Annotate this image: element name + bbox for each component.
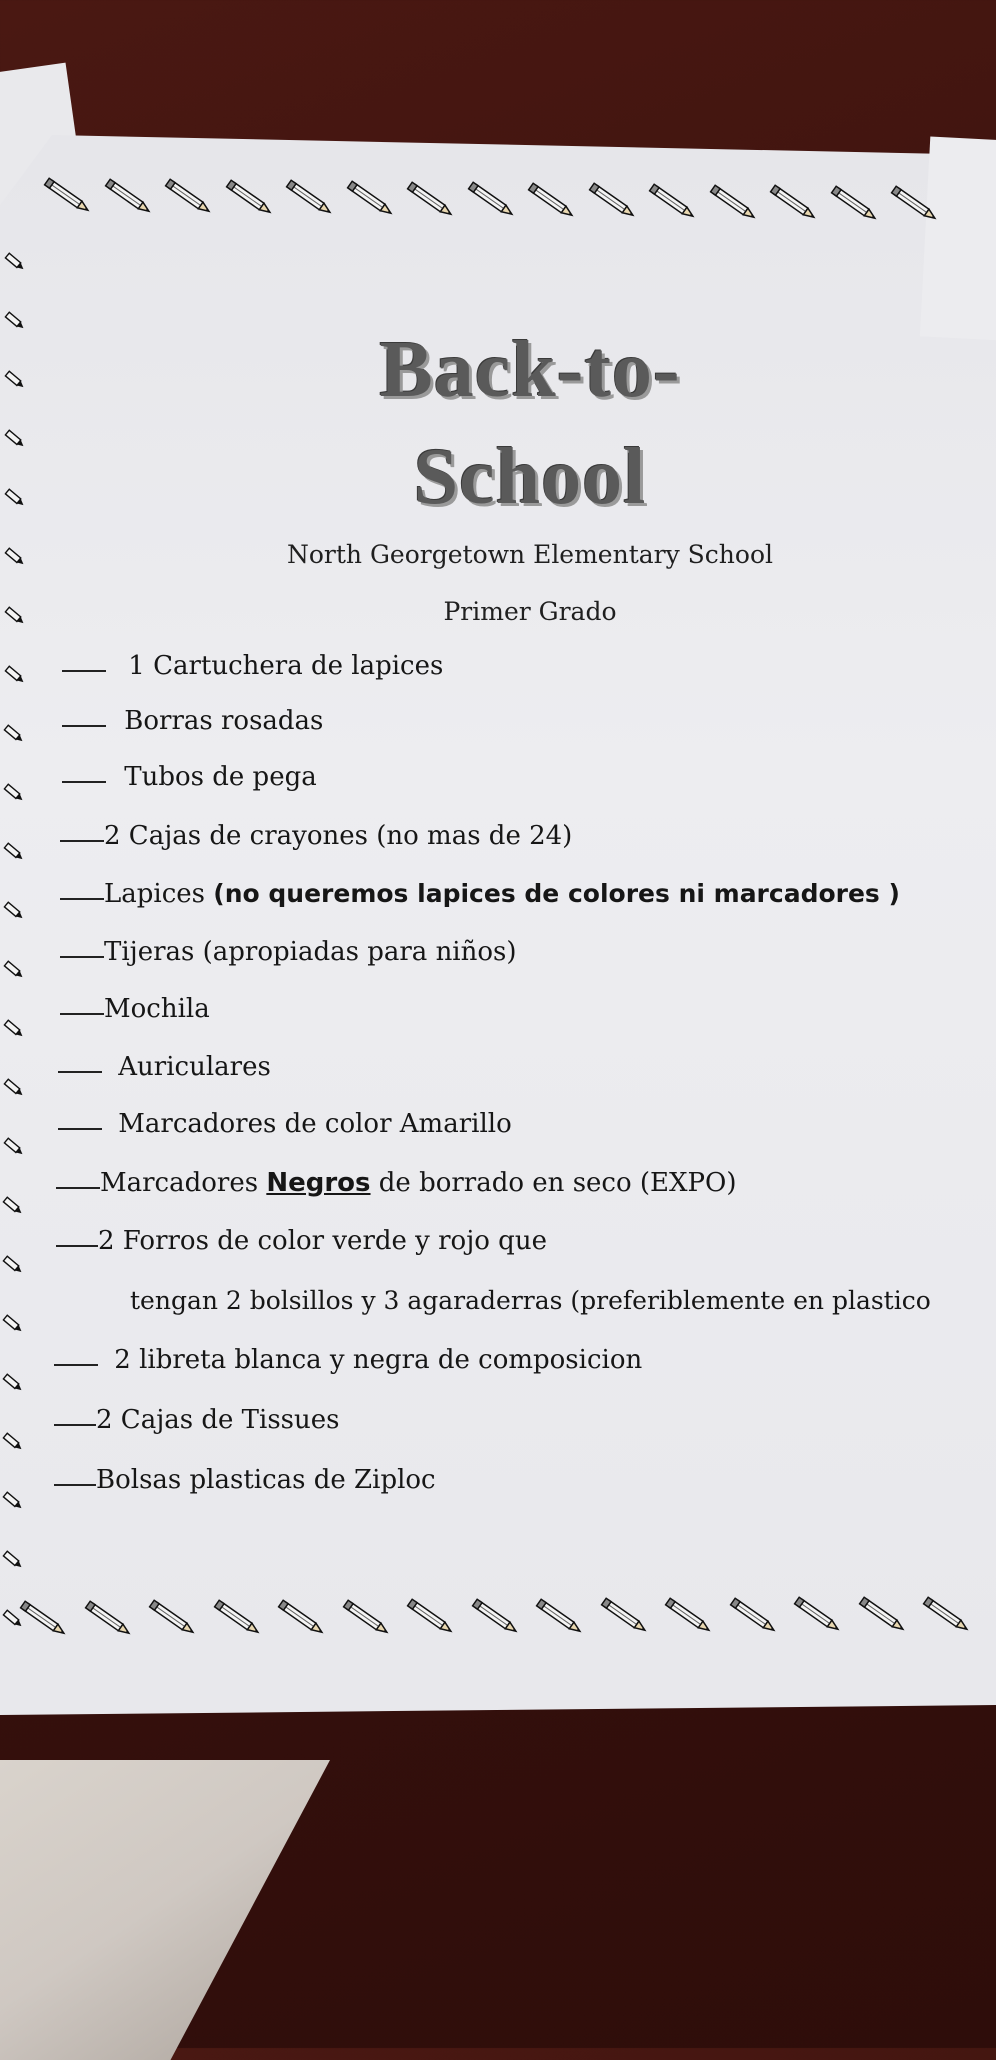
check-blank	[54, 1482, 96, 1486]
pencil-icon	[855, 1601, 913, 1631]
pencil-icon	[468, 1603, 526, 1633]
check-blank	[62, 668, 106, 672]
supply-item	[58, 1109, 512, 1139]
supply-item	[60, 937, 517, 967]
title-line-2: School	[413, 433, 647, 521]
supply-text: Tijeras (apropiadas para niños)	[104, 937, 517, 967]
pencil-icon	[222, 184, 280, 214]
pencil-icon	[210, 1604, 268, 1634]
supply-text: 2 Cajas de crayones (no mas de 24)	[104, 821, 573, 851]
title-line-1: Back-to-	[379, 326, 681, 414]
bottom-pencil-border	[0, 1605, 996, 1665]
check-blank	[60, 896, 104, 900]
pencil-icon	[585, 187, 643, 217]
supply-item	[62, 651, 443, 681]
pencil-icon	[464, 186, 522, 216]
pencil-icon	[0, 1194, 26, 1218]
supply-text: 2 libreta blanca y negra de composicion	[114, 1345, 643, 1375]
pencil-icon	[1, 722, 27, 746]
pencil-icon	[1, 899, 27, 923]
pencil-icon	[827, 190, 885, 220]
pencil-icon	[2, 309, 28, 333]
pencil-icon	[706, 189, 764, 219]
pencil-icon	[661, 1602, 719, 1632]
pencil-icon	[0, 1253, 26, 1277]
pencil-icon	[1, 1135, 27, 1159]
supply-item	[56, 1226, 547, 1256]
check-blank	[60, 1011, 104, 1015]
pencil-icon	[1, 1017, 27, 1041]
supply-text: 1 Cartuchera de lapices	[128, 651, 444, 681]
floor-background	[0, 1760, 330, 2060]
supply-text: Marcadores de color Amarillo	[118, 1109, 512, 1139]
supply-item	[60, 879, 900, 909]
pencil-icon	[274, 1604, 332, 1634]
supply-text: Borras rosadas	[124, 706, 324, 736]
supply-item-continuation: tengan 2 bolsillos y 3 agaraderras (preferiblemente en plastico	[130, 1286, 931, 1315]
pencil-icon	[2, 368, 28, 392]
pencil-icon	[766, 189, 824, 219]
pencil-icon	[2, 663, 28, 687]
supply-item	[56, 1168, 736, 1198]
pencil-icon	[403, 186, 461, 216]
pencil-icon	[0, 1489, 26, 1513]
supply-text: Bolsas plasticas de Ziploc	[96, 1465, 436, 1495]
pencil-icon	[0, 1430, 26, 1454]
pencil-icon	[0, 1607, 26, 1631]
pencil-icon	[790, 1601, 848, 1631]
supply-text: Tubos de pega	[124, 762, 317, 792]
pencil-icon	[1, 781, 27, 805]
supply-text: Marcadores	[100, 1168, 259, 1198]
pencil-icon	[1, 958, 27, 982]
check-blank	[56, 1243, 98, 1247]
pencil-icon	[0, 1312, 26, 1336]
pencil-icon	[887, 190, 945, 220]
pencil-icon	[339, 1604, 397, 1634]
left-pencil-border	[0, 250, 30, 1590]
supply-item	[60, 994, 210, 1024]
check-blank	[54, 1362, 98, 1366]
pencil-icon	[1, 840, 27, 864]
check-blank	[54, 1422, 96, 1426]
pencil-icon	[645, 188, 703, 218]
pencil-icon	[726, 1602, 784, 1632]
supply-item	[60, 821, 572, 851]
check-blank	[58, 1069, 102, 1073]
supply-text: 2 Cajas de Tissues	[96, 1405, 340, 1435]
supply-emphasis: Negros	[266, 1168, 371, 1198]
check-blank	[56, 1185, 100, 1189]
top-pencil-border	[0, 190, 996, 250]
pencil-icon	[1, 1076, 27, 1100]
check-blank	[62, 779, 106, 783]
supply-item	[62, 706, 323, 736]
pencil-icon	[81, 1605, 139, 1635]
supply-text: 2 Forros de color verde y rojo que	[98, 1226, 547, 1256]
supply-text: Lapices	[104, 879, 206, 909]
supply-item	[62, 762, 317, 792]
pencil-icon	[0, 1548, 26, 1572]
pencil-icon	[2, 427, 28, 451]
pencil-icon	[101, 183, 159, 213]
check-blank	[60, 954, 104, 958]
supply-text: Auriculares	[118, 1052, 271, 1082]
pencil-icon	[919, 1601, 977, 1631]
pencil-icon	[40, 182, 98, 212]
supply-text-after: de borrado en seco (EXPO)	[378, 1168, 737, 1198]
pencil-icon	[0, 1371, 26, 1395]
supply-item	[54, 1345, 642, 1375]
supply-text: Mochila	[104, 994, 210, 1024]
pencil-icon	[145, 1604, 203, 1634]
pencil-icon	[2, 250, 28, 274]
check-blank	[62, 723, 106, 727]
pencil-icon	[597, 1602, 655, 1632]
pencil-icon	[524, 187, 582, 217]
pencil-icon	[2, 486, 28, 510]
pencil-icon	[2, 545, 28, 569]
check-blank	[58, 1126, 102, 1130]
check-blank	[60, 838, 104, 842]
pencil-icon	[532, 1603, 590, 1633]
school-name: North Georgetown Elementary School	[286, 540, 774, 569]
supply-item	[54, 1465, 436, 1495]
grade-level: Primer Grado	[443, 597, 617, 626]
supply-note: (no queremos lapices de colores ni marcadores )	[213, 879, 900, 908]
supply-item	[54, 1405, 339, 1435]
pencil-icon	[403, 1603, 461, 1633]
supply-item	[58, 1052, 271, 1082]
pencil-icon	[2, 604, 28, 628]
pencil-icon	[343, 185, 401, 215]
pencil-icon	[282, 184, 340, 214]
pencil-icon	[161, 183, 219, 213]
